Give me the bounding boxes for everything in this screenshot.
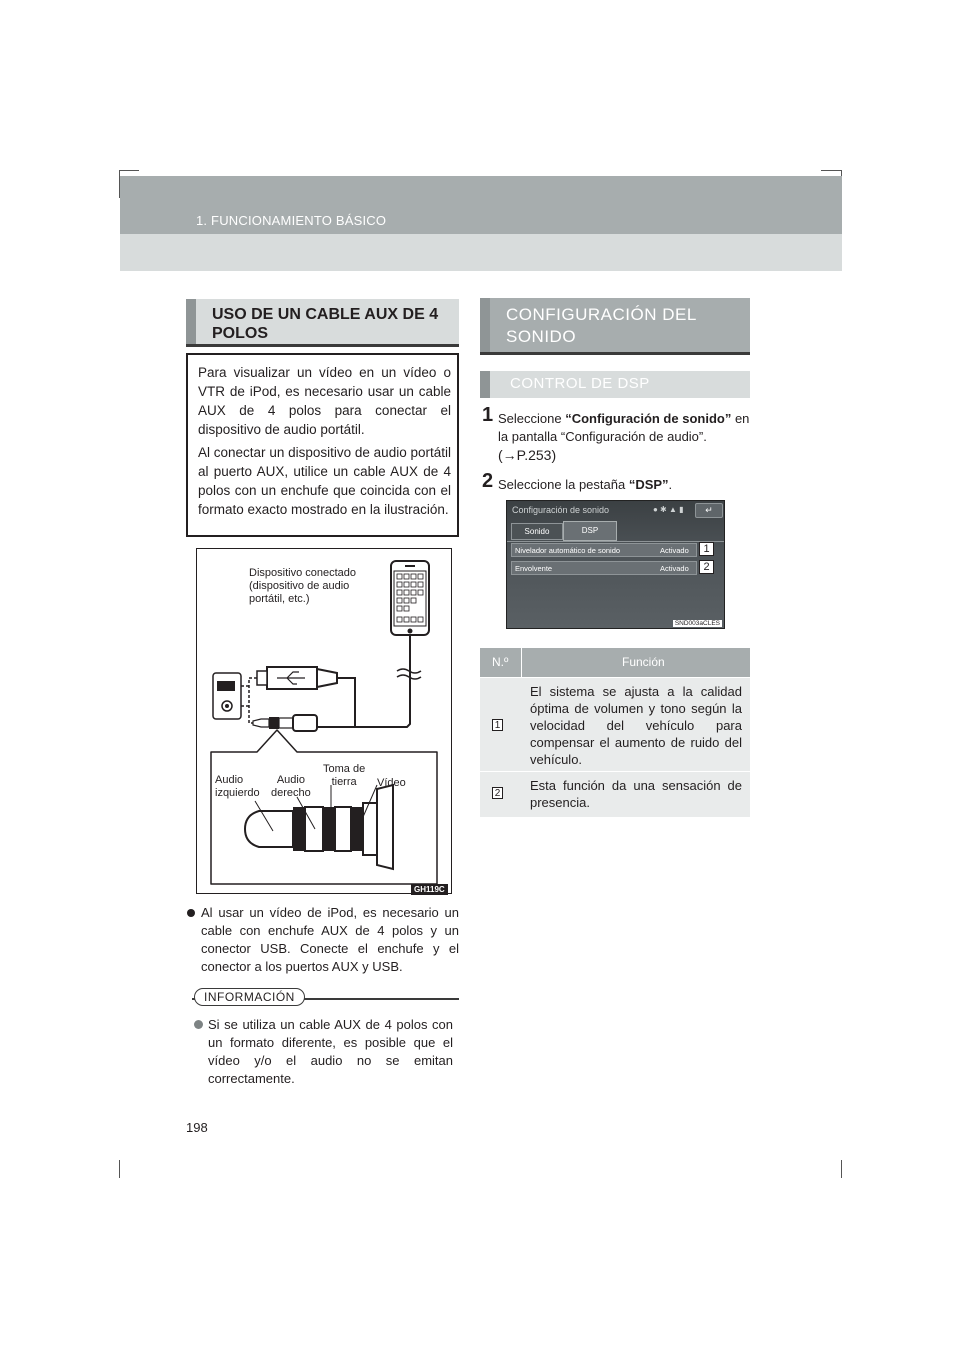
screen-title: Configuración de sonido: [512, 505, 610, 515]
heading-line: SONIDO: [506, 327, 577, 346]
ground-label: Toma de tierra: [323, 763, 366, 788]
row-text: El sistema se ajusta a la calidad óptima de volumen y tono según la velocidad del vehículo para compensar el aumento de ruido del vehículo.: [530, 684, 742, 767]
right-audio-label: Audio derecho: [271, 774, 311, 799]
jack-plug-icon: [245, 785, 393, 869]
row-number: 2: [492, 787, 503, 799]
page-number: 198: [186, 1120, 208, 1135]
section-heading-aux: [186, 299, 459, 347]
intro-paragraph: Para visualizar un vídeo en un vídeo o VTR de iPod, es necesario usar un cable AUX de 4 polos para conectar el dispositivo de audio portátil.: [198, 365, 451, 437]
info-badge: INFORMACIÓN: [194, 988, 305, 1006]
info-dot-icon: [194, 1020, 203, 1029]
bullet-dot-icon: [187, 909, 195, 917]
subheading-dsp: [480, 371, 750, 398]
tab-sonido[interactable]: Sonido: [511, 523, 563, 540]
row-number: 1: [492, 719, 503, 731]
crop-mark: [119, 1160, 120, 1178]
chapter-title: 1. FUNCIONAMIENTO BÁSICO: [196, 213, 387, 228]
car-port-icon: [213, 673, 241, 719]
aux-plug-icon: [253, 715, 317, 731]
column-header-function: Función: [622, 655, 665, 669]
section-heading-sound: [480, 298, 750, 355]
crop-mark: [119, 170, 139, 171]
step-number: 1: [482, 404, 494, 426]
crop-mark: [821, 170, 841, 171]
step-1-text: Seleccione “Configuración de sonido” en la pantalla “Configuración de audio”. (→P.253): [498, 411, 750, 463]
figure-code: GH119C: [411, 884, 448, 895]
tab-dsp[interactable]: DSP: [563, 521, 617, 541]
device-label: Dispositivo conectado (dispositivo de audio portátil, etc.): [249, 567, 357, 605]
callout-number: 1: [699, 542, 714, 556]
bullet-item: [187, 904, 459, 976]
setting-row-leveler[interactable]: Nivelador automático de sonido Activado: [511, 543, 697, 557]
video-label: Vídeo: [377, 777, 406, 789]
back-button[interactable]: ↵: [695, 503, 723, 518]
aux-cable-figure: [196, 548, 452, 894]
step-number: 2: [482, 470, 494, 492]
screen-divider: [507, 541, 724, 542]
intro-box: [186, 353, 459, 537]
subheading-text: CONTROL DE DSP: [510, 375, 650, 392]
page-reference: (→P.253): [498, 447, 557, 463]
setting-row-surround[interactable]: Envolvente Activado: [511, 561, 697, 575]
heading-line: USO DE UN CABLE AUX DE 4: [212, 306, 439, 323]
left-audio-label: Audio izquierdo: [215, 774, 260, 799]
sound-settings-screen: [506, 500, 725, 629]
intro-paragraph: Al conectar un dispositivo de audio portátil al puerto AUX, utilice un cable AUX de 4 polos con un enchufe que coincida con el formato exacto mostrado en la ilustración.: [198, 445, 451, 517]
heading-line: POLOS: [212, 325, 269, 342]
info-text: Si se utiliza un cable AUX de 4 polos con un formato diferente, es posible que el vídeo y/o el audio no se emitan correctamente.: [208, 1017, 453, 1086]
signal-status-icon: ● ✱ ▲ ▮: [653, 505, 684, 514]
screen-code: SND003aCLES: [674, 620, 720, 627]
row-text: Esta función da una sensación de presencia.: [530, 778, 742, 810]
callout-number: 2: [699, 560, 714, 574]
bullet-text: Al usar un vídeo de iPod, es necesario un cable con enchufe AUX de 4 polos y un conector USB. Conecte el enchufe y el conector a los puertos AUX y USB.: [201, 905, 459, 974]
info-item: [194, 1016, 453, 1088]
heading-line: CONFIGURACIÓN DEL: [506, 305, 697, 324]
phone-icon: [391, 561, 429, 635]
step-2-text: Seleccione la pestaña “DSP”.: [498, 477, 673, 492]
table-row: [480, 678, 750, 771]
column-header-number: N.º: [492, 655, 509, 669]
table-row: [480, 772, 750, 817]
crop-mark: [841, 1160, 842, 1178]
